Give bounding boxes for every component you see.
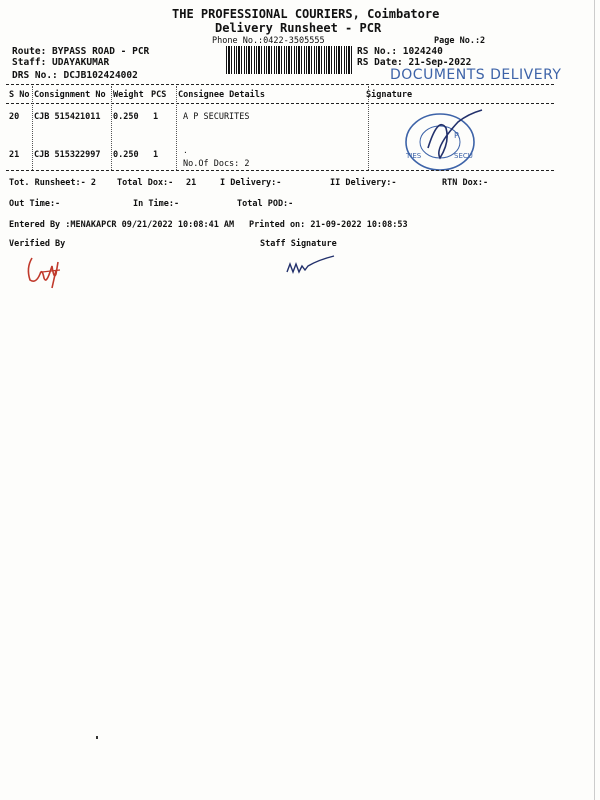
row-2-no-of-docs: No.Of Docs: 2 — [183, 159, 250, 169]
svg-text:SECU: SECU — [454, 152, 473, 160]
row-1-weight: 0.250 — [113, 112, 139, 122]
ii-delivery: II Delivery:- — [330, 178, 397, 188]
col-consignment: Consignment No — [34, 90, 106, 100]
verified-by-label: Verified By — [9, 239, 66, 249]
col-weight: Weight — [113, 90, 144, 100]
col-pcs: PCS — [151, 90, 167, 100]
entered-by: Entered By :MENAKAPCR 09/21/2022 10:08:41 AM — [9, 220, 235, 230]
i-delivery: I Delivery:- — [220, 178, 282, 188]
drs-number: DRS No.: DCJB102424002 — [12, 70, 138, 81]
row-1-sno: 20 — [9, 112, 20, 122]
header-bottom-rule — [6, 103, 554, 104]
row-2-weight: 0.250 — [113, 150, 139, 160]
total-dox-label: Total Dox:- — [117, 178, 174, 188]
total-dox-value: 21 — [186, 178, 197, 188]
total-pod: Total POD:- — [237, 199, 294, 209]
documents-delivery-stamp: DOCUMENTS DELIVERY — [390, 67, 562, 83]
phone-number: Phone No.:0422-3505555 — [212, 36, 325, 46]
rs-number: RS No.: 1024240 — [357, 46, 443, 57]
col-divider — [176, 86, 177, 170]
col-consignee: Consignee Details — [178, 90, 265, 100]
row-1-pcs: 1 — [153, 112, 159, 122]
company-title: THE PROFESSIONAL COURIERS, Coimbatore — [172, 7, 440, 21]
row-2-consignment: CJB 515322997 — [34, 150, 101, 160]
scan-edge — [594, 0, 595, 800]
verifier-signature-icon — [22, 250, 66, 290]
company-seal-icon — [398, 108, 488, 174]
header-top-rule — [6, 84, 554, 85]
staff-signature-icon — [284, 254, 338, 278]
row-1-consignee: A P SECURITES — [183, 112, 250, 122]
document-title: Delivery Runsheet - PCR — [215, 21, 382, 35]
row-1-consignment: CJB 515421011 — [34, 112, 101, 122]
col-signature: Signature — [366, 90, 413, 100]
page-number: Page No.:2 — [434, 36, 486, 46]
out-time: Out Time:- — [9, 199, 61, 209]
col-divider — [32, 86, 33, 170]
rtn-dox: RTN Dox:- — [442, 178, 489, 188]
printed-on: Printed on: 21-09-2022 10:08:53 — [249, 220, 408, 230]
rs-date: RS Date: 21-Sep-2022 — [357, 57, 472, 68]
dot-mark: . — [183, 146, 188, 155]
staff-signature-label: Staff Signature — [260, 239, 337, 249]
table-bottom-rule — [6, 170, 554, 171]
col-divider — [368, 86, 369, 170]
row-2-sno: 21 — [9, 150, 20, 160]
col-divider — [111, 86, 112, 170]
col-sno: S No — [9, 90, 30, 100]
scan-speck — [96, 736, 98, 739]
svg-text:TIES: TIES — [406, 152, 422, 160]
barcode — [226, 46, 354, 74]
in-time: In Time:- — [133, 199, 180, 209]
svg-text:P.: P. — [454, 131, 461, 140]
total-runsheet: Tot. Runsheet:- 2 — [9, 178, 96, 188]
row-2-pcs: 1 — [153, 150, 159, 160]
staff-label: Staff: UDAYAKUMAR — [12, 57, 110, 68]
route-label: Route: BYPASS ROAD - PCR — [12, 46, 150, 57]
